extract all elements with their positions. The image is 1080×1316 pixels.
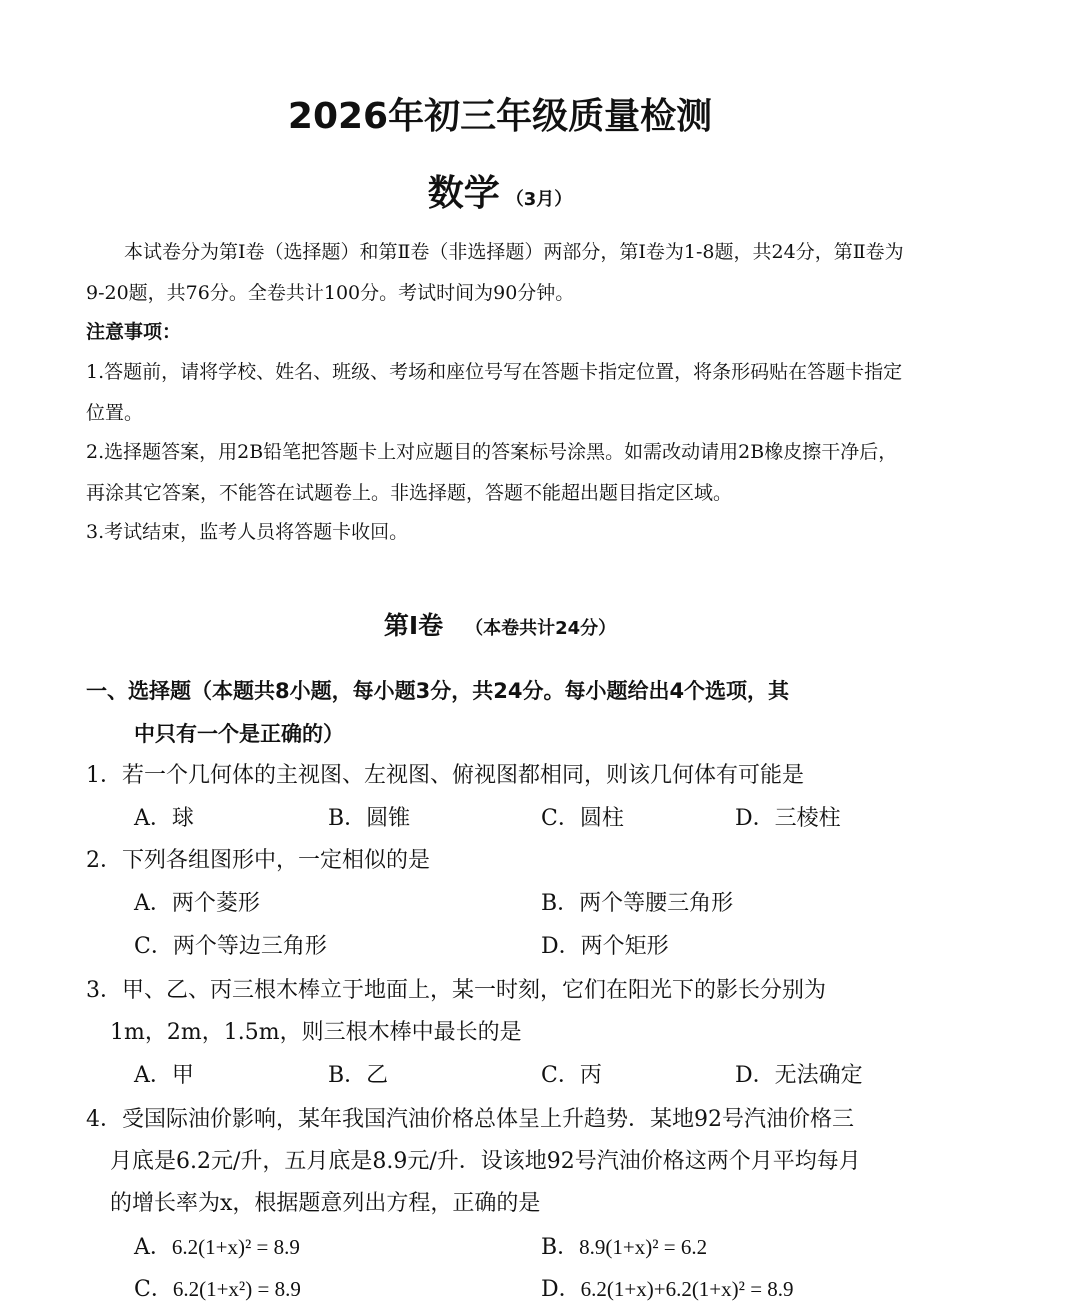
note-item-3: 3.考试结束，监考人员将答题卡收回。 bbox=[86, 521, 409, 543]
q4-option-d-letter: D． bbox=[541, 1277, 581, 1302]
part-title: 第Ⅰ卷 bbox=[383, 611, 444, 640]
section-line-2: 中只有一个是正确的） bbox=[134, 722, 344, 746]
q1-option-b: B．圆锥 bbox=[328, 806, 411, 831]
q1-option-d: D．三棱柱 bbox=[735, 806, 841, 831]
q3-option-a: A．甲 bbox=[134, 1063, 194, 1088]
note-item-2: 2.选择题答案，用2B铅笔把答题卡上对应题目的答案标号涂黑。如需改动请用2B橡皮擦干净后，再涂其它答案，不能答在试题卷上。非选择题，答题不能超出题目指定区域。 bbox=[86, 441, 898, 504]
part-heading bbox=[0, 606, 1000, 642]
part-score: （本卷共计24分） bbox=[465, 618, 617, 639]
q4-formula-d: 6.2(1+x)+6.2(1+x)² = 8.9 bbox=[580, 1277, 794, 1301]
question-4-stem-line-1: 4．受国际油价影响，某年我国汽油价格总体呈上升趋势．某地92号汽油价格三 bbox=[86, 1107, 854, 1132]
intro-paragraph: 本试卷分为第Ⅰ卷（选择题）和第Ⅱ卷（非选择题）两部分，第Ⅰ卷为1-8题，共24分，第Ⅱ卷为9-20题，共76分。全卷共计100分。考试时间为90分钟。 bbox=[86, 241, 904, 304]
q3-option-b: B．乙 bbox=[328, 1063, 389, 1088]
section-line-1: 一、选择题（本题共8小题，每小题3分，共24分。每小题给出4个选项，其 bbox=[86, 679, 790, 703]
q2-option-a: A．两个菱形 bbox=[134, 891, 260, 916]
q4-formula-a: 6.2(1+x)² = 8.9 bbox=[171, 1235, 300, 1259]
exam-title: 2026年初三年级质量检测 bbox=[287, 96, 713, 137]
question-3-stem-line-1: 3．甲、乙、丙三根木棒立于地面上，某一时刻，它们在阳光下的影长分别为 bbox=[86, 978, 826, 1003]
question-4-stem-line-3: 的增长率为x，根据题意列出方程，正确的是 bbox=[110, 1191, 541, 1216]
q2-option-d: D．两个矩形 bbox=[541, 934, 669, 959]
q1-option-c: C．圆柱 bbox=[541, 806, 624, 831]
note-item-1: 1.答题前，请将学校、姓名、班级、考场和座位号写在答题卡指定位置，将条形码贴在答题卡指定位置。 bbox=[86, 361, 903, 424]
q3-option-d: D．无法确定 bbox=[735, 1063, 863, 1088]
q4-option-c-letter: C． bbox=[134, 1277, 173, 1302]
q4-option-b-letter: B． bbox=[541, 1235, 580, 1260]
q4-option-c bbox=[134, 1268, 301, 1311]
question-3-stem-line-2: 1m，2m，1.5m，则三根木棒中最长的是 bbox=[110, 1020, 522, 1045]
subject-name: 数学 bbox=[427, 173, 500, 214]
q4-formula-b: 8.9(1+x)² = 6.2 bbox=[579, 1235, 708, 1259]
q2-option-c: C．两个等边三角形 bbox=[134, 934, 327, 959]
q4-formula-c: 6.2(1+x²) = 8.9 bbox=[172, 1277, 301, 1301]
q3-option-c: C．丙 bbox=[541, 1063, 602, 1088]
q2-option-b: B．两个等腰三角形 bbox=[541, 891, 734, 916]
exam-month: （3月） bbox=[505, 189, 573, 210]
q4-option-d bbox=[541, 1268, 794, 1311]
q4-option-b bbox=[541, 1226, 707, 1269]
question-1-stem: 1．若一个几何体的主视图、左视图、俯视图都相同，则该几何体有可能是 bbox=[86, 763, 804, 788]
question-4-stem-line-2: 月底是6.2元/升，五月底是8.9元/升．设该地92号汽油价格这两个月平均每月 bbox=[110, 1149, 861, 1174]
q4-option-a bbox=[134, 1226, 300, 1269]
question-2-stem: 2．下列各组图形中，一定相似的是 bbox=[86, 848, 430, 873]
notes-heading: 注意事项： bbox=[86, 321, 182, 343]
subject-heading bbox=[0, 165, 1000, 216]
q4-option-a-letter: A． bbox=[134, 1235, 172, 1260]
section-heading bbox=[86, 670, 916, 756]
q1-option-a: A．球 bbox=[134, 806, 194, 831]
